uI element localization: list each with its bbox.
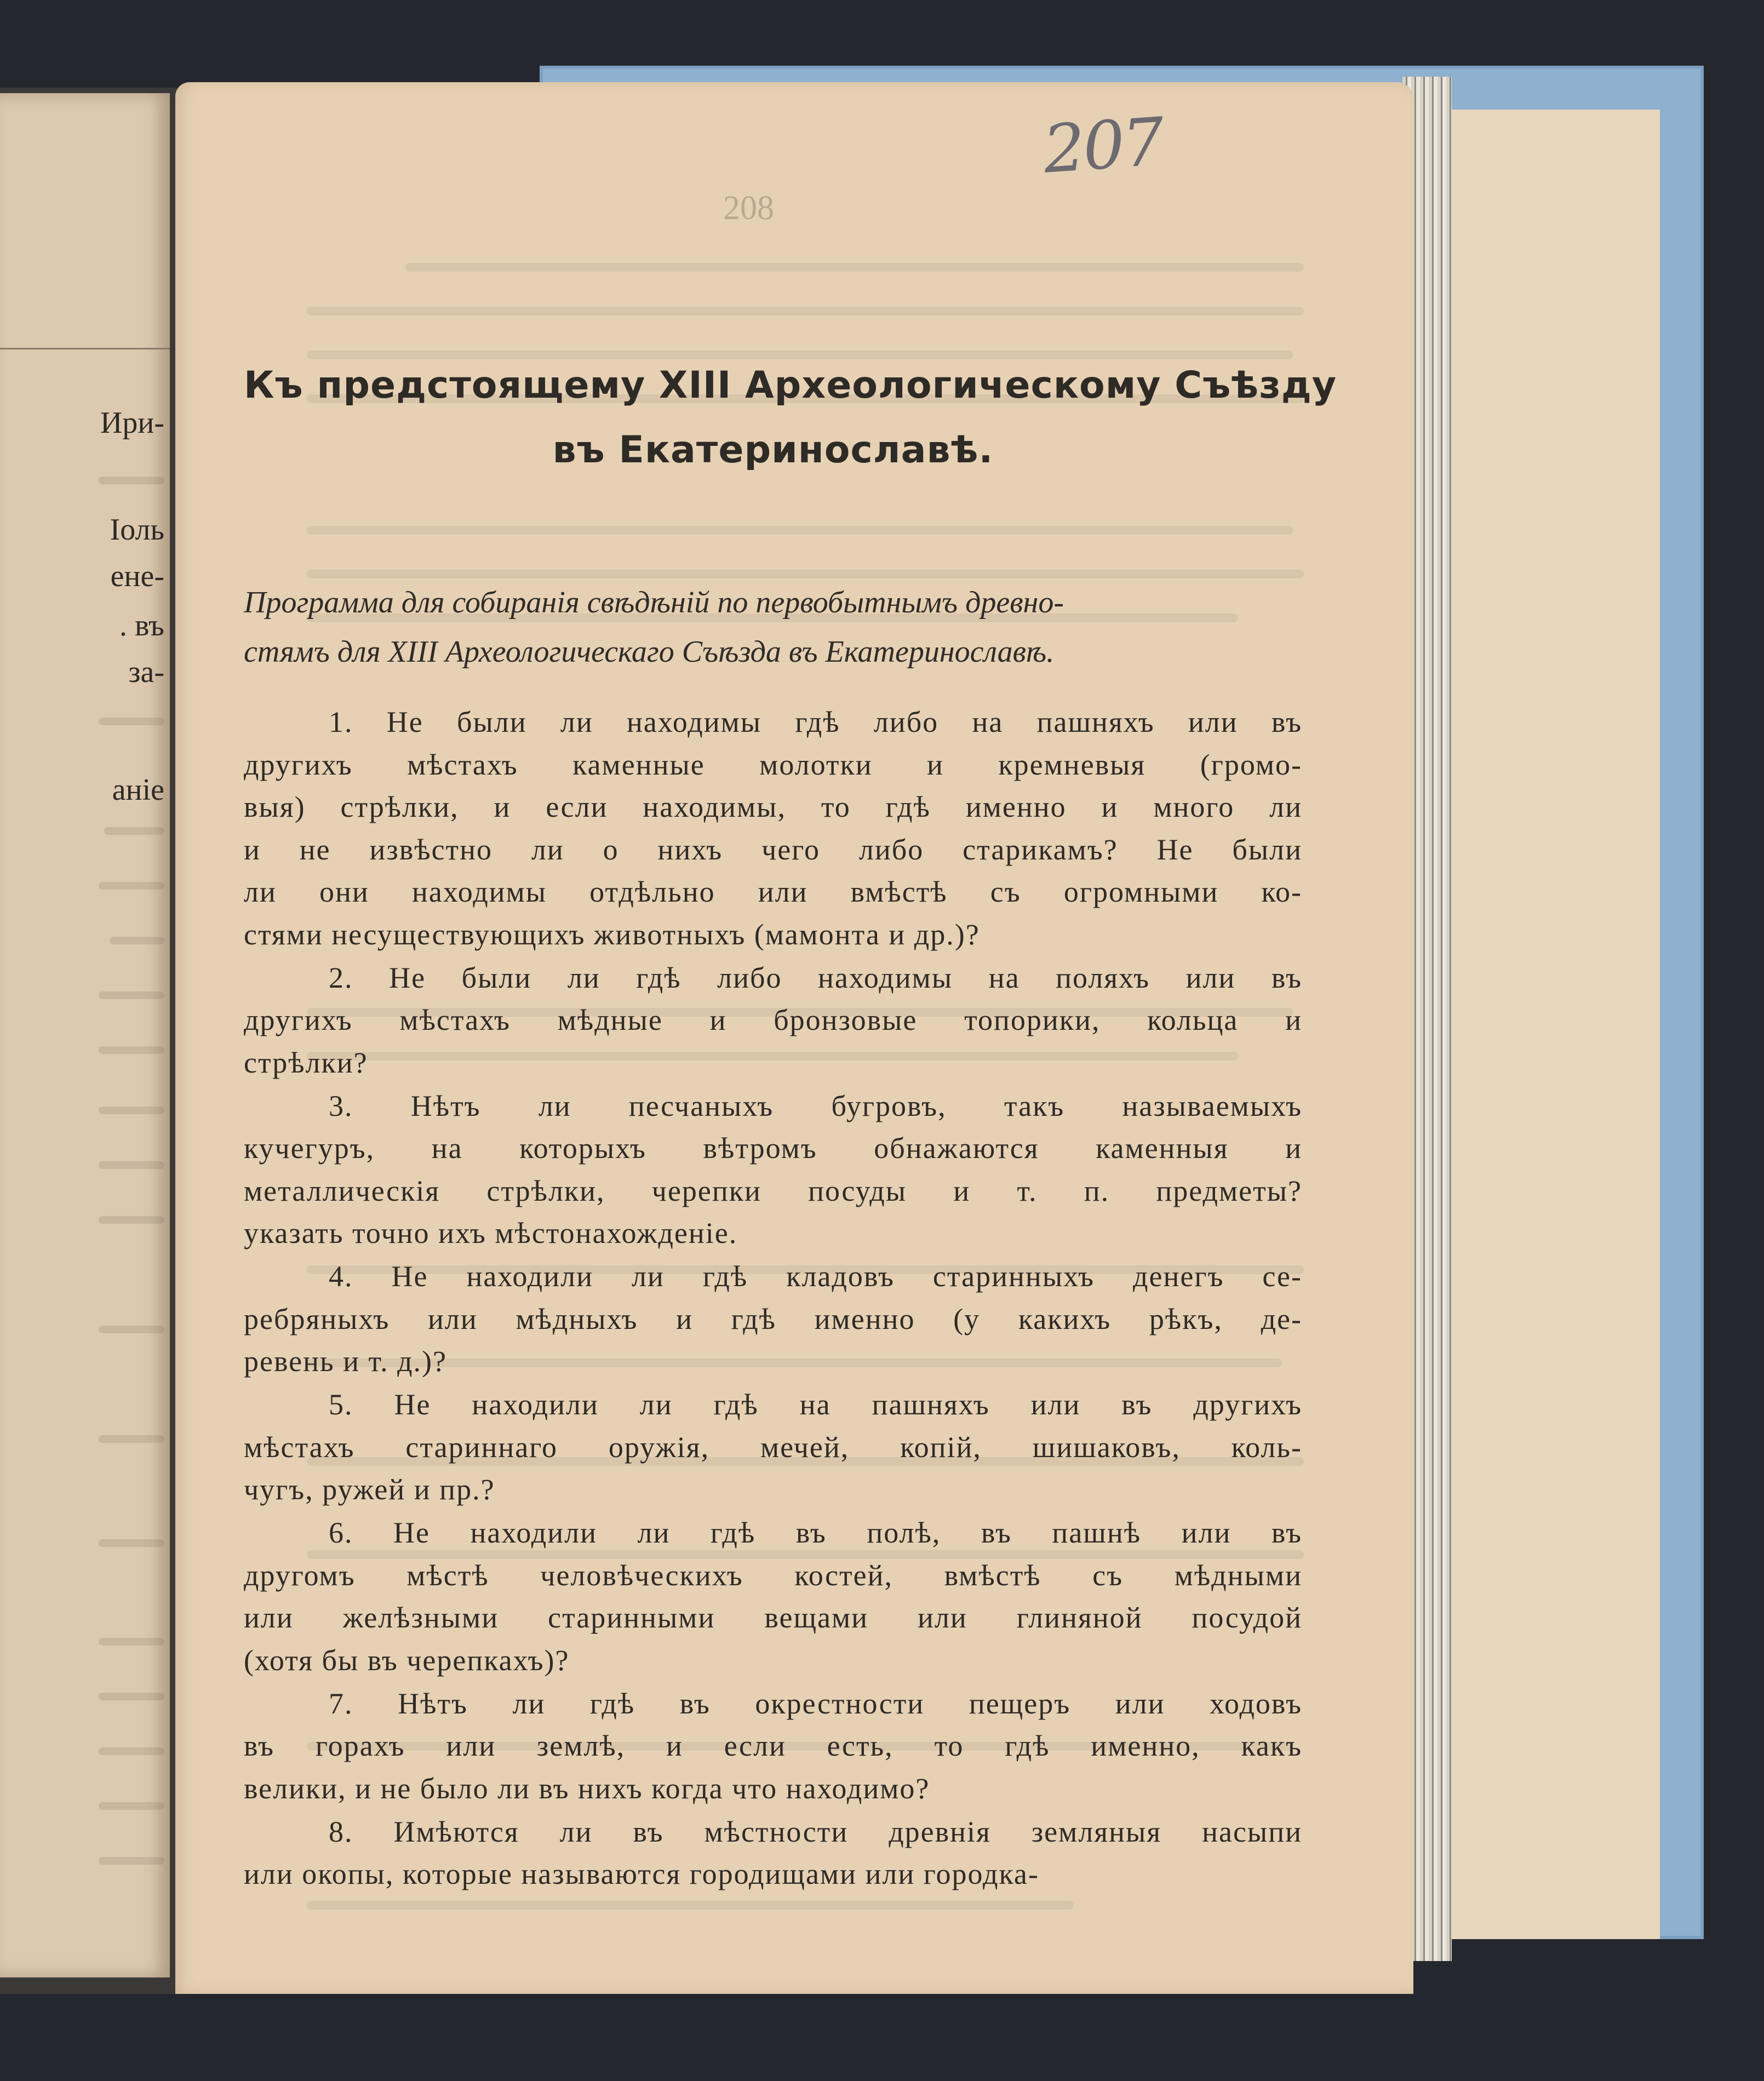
question-line: 3. Нѣтъ ли песчаныхъ бугровъ, такъ называемыхъ xyxy=(329,1089,1302,1122)
left-fragment: . въ xyxy=(119,609,164,643)
article-heading xyxy=(244,353,1337,483)
question-line: указать точно ихъ мѣстонахожденіе. xyxy=(244,1217,738,1249)
back-page xyxy=(1424,110,1660,1939)
question-line: кучегуръ, на которыхъ вѣтромъ обнажаются каменныя и xyxy=(244,1132,1302,1165)
main-page xyxy=(175,82,1413,1994)
question-paragraph xyxy=(244,1512,1302,1682)
left-fragment: аніе xyxy=(112,773,164,807)
question-line: ребряныхъ или мѣдныхъ и гдѣ именно (у какихъ рѣкъ, де- xyxy=(244,1302,1302,1335)
subtitle-line-2: стямъ для XIII Археологическаго Съѣзда въ Екатеринославѣ. xyxy=(244,635,1055,669)
question-paragraph xyxy=(244,1683,1302,1810)
left-fragment: за- xyxy=(128,655,164,689)
left-page-rule xyxy=(0,348,170,349)
question-line: велики, и не было ли въ нихъ когда что находимо? xyxy=(244,1772,930,1805)
question-line: 2. Не были ли гдѣ либо находимы на поляхъ или въ xyxy=(329,961,1302,994)
left-fragment: Іоль xyxy=(110,513,164,547)
question-line: металлическія стрѣлки, черепки посуды и т. п. предметы? xyxy=(244,1174,1302,1207)
question-paragraph xyxy=(244,701,1302,956)
question-paragraph xyxy=(244,1085,1302,1255)
question-line: ли они находимы отдѣльно или вмѣстѣ съ огромными ко- xyxy=(244,875,1302,908)
question-line: 8. Имѣются ли въ мѣстности древнія земляныя насыпи xyxy=(329,1815,1302,1848)
question-line: или желѣзными старинными вещами или глиняной посудой xyxy=(244,1601,1302,1634)
question-line: 7. Нѣтъ ли гдѣ въ окрестности пещеръ или ходовъ xyxy=(329,1687,1302,1720)
question-paragraph xyxy=(244,957,1302,1085)
question-line: другихъ мѣстахъ каменные молотки и кремневыя (громо- xyxy=(244,748,1302,781)
question-line: 4. Не находили ли гдѣ кладовъ старинныхъ денегъ се- xyxy=(329,1260,1302,1293)
question-paragraph xyxy=(244,1384,1302,1511)
heading-line-1: Къ предстоящему XIII Археологическому Съѣзду xyxy=(244,364,1337,407)
question-line: другихъ мѣстахъ мѣдные и бронзовые топорики, кольца и xyxy=(244,1004,1302,1036)
question-line: стрѣлки? xyxy=(244,1046,368,1079)
heading-line-2: въ Екатеринославѣ. xyxy=(552,428,994,472)
question-line: ревень и т. д.)? xyxy=(244,1345,448,1378)
question-line: въ горахъ или землѣ, и если есть, то гдѣ именно, какъ xyxy=(244,1729,1302,1762)
question-line: стями несуществующихъ животныхъ (мамонта и др.)? xyxy=(244,918,980,951)
question-line: мѣстахъ стариннаго оружія, мечей, копій, шишаковъ, коль- xyxy=(244,1430,1302,1464)
left-fragment: ене- xyxy=(110,559,164,593)
question-line: выя) стрѣлки, и если находимы, то гдѣ именно и много ли xyxy=(244,790,1302,823)
question-line: чугъ, ружей и пр.? xyxy=(244,1473,495,1506)
left-page xyxy=(0,93,170,1977)
question-line: другомъ мѣстѣ человѣческихъ костей, вмѣстѣ съ мѣдными xyxy=(244,1558,1302,1592)
question-line: 6. Не находили ли гдѣ въ полѣ, въ пашнѣ или въ xyxy=(329,1516,1302,1549)
show-through-page-number: 208 xyxy=(723,190,774,227)
questionnaire-body xyxy=(244,701,1302,1896)
subtitle-line-1: Программа для собиранія свѣдѣній по первобытнымъ древно- xyxy=(244,586,1064,620)
handwritten-page-number: 207 xyxy=(1041,104,1165,188)
question-line: 5. Не находили ли гдѣ на пашняхъ или въ другихъ xyxy=(329,1388,1302,1421)
question-line: и не извѣстно ли о нихъ чего либо старикамъ? Не были xyxy=(244,833,1302,866)
question-paragraph xyxy=(244,1256,1302,1383)
left-fragment: Ири- xyxy=(100,406,164,440)
program-subtitle xyxy=(244,578,1302,677)
question-line: 1. Не были ли находимы гдѣ либо на пашняхъ или въ xyxy=(329,706,1302,738)
question-line: (хотя бы въ черепкахъ)? xyxy=(244,1643,570,1677)
question-paragraph xyxy=(244,1811,1302,1896)
question-line: или окопы, которые называются городищами или городка- xyxy=(244,1858,1039,1890)
